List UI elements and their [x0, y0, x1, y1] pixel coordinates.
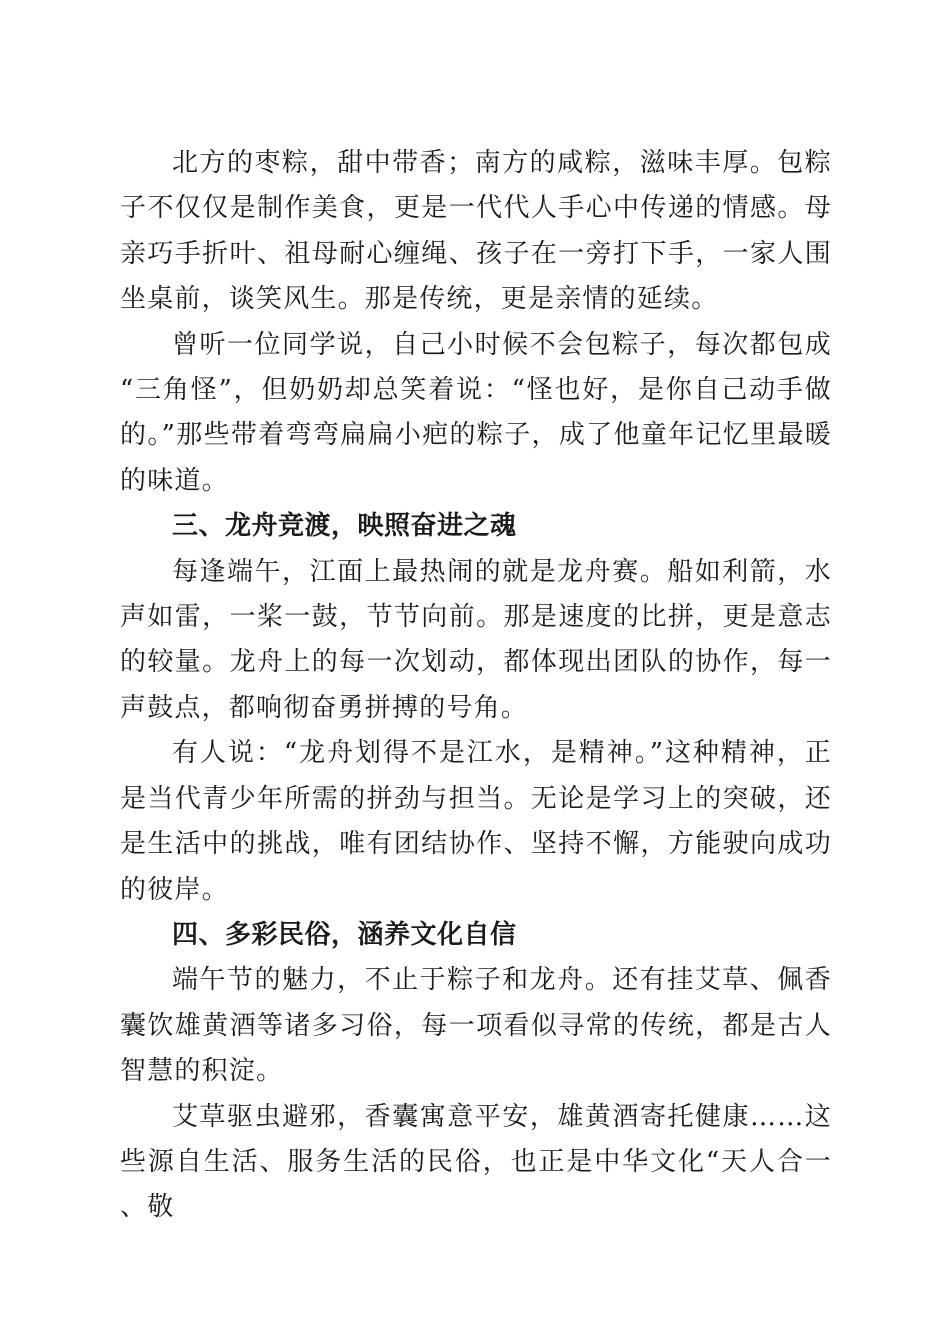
paragraph-dragon-boat-race: 每逢端午，江面上最热闹的就是龙舟赛。船如利箭，水声如雷，一桨一鼓，节节向前。那是速度的比拼，更是意志的较量。龙舟上的每一次划动，都体现出团队的协作，每一声鼓点，都响彻奋勇拼搏的号角。 [120, 556, 832, 723]
paragraph-zongzi-flavors: 北方的枣粽，甜中带香；南方的咸粽，滋味丰厚。包粽子不仅仅是制作美食，更是一代代人手心中传递的情感。母亲巧手折叶、祖母耐心缠绳、孩子在一旁打下手，一家人围坐桌前，谈笑风生。那是传统，更是亲情的延续。 [120, 148, 832, 315]
paragraph-dragon-boat-spirit: 有人说：“龙舟划得不是江水，是精神。”这种精神，正是当代青少年所需的拼劲与担当。无论是学习上的突破，还是生活中的挑战，唯有团结协作、坚持不懈，方能驶向成功的彼岸。 [120, 738, 832, 905]
paragraph-grandma-story: 曾听一位同学说，自己小时候不会包粽子，每次都包成“三角怪”，但奶奶却总笑着说：“怪也好，是你自己动手做的。”那些带着弯弯扁扁小疤的粽子，成了他童年记忆里最暖的味道。 [120, 329, 832, 496]
paragraph-customs-meaning: 艾草驱虫避邪，香囊寓意平安，雄黄酒寄托健康……这些源自生活、服务生活的民俗，也正是中华文化“天人合一、敬 [120, 1101, 832, 1223]
paragraph-festival-customs: 端午节的魅力，不止于粽子和龙舟。还有挂艾草、佩香囊饮雄黄酒等诸多习俗，每一项看似寻常的传统，都是古人智慧的积淀。 [120, 965, 832, 1087]
section-heading-folk-customs: 四、多彩民俗，涵养文化自信 [172, 919, 517, 950]
document-body [120, 141, 832, 1231]
section-heading-dragon-boat: 三、龙舟竞渡，映照奋进之魂 [172, 511, 517, 542]
